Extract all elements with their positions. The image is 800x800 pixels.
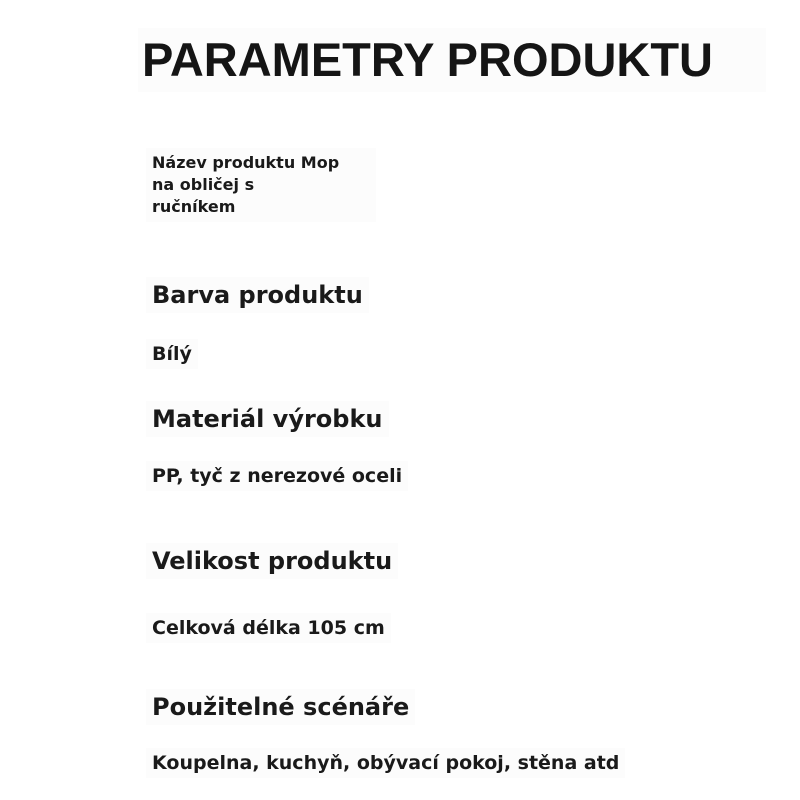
material-value: PP, tyč z nerezové oceli	[146, 461, 408, 491]
product-name-line-2: na obličej s	[152, 175, 255, 194]
size-value: Celková délka 105 cm	[146, 613, 391, 643]
usage-value: Koupelna, kuchyň, obývací pokoj, stěna atd	[146, 748, 625, 778]
product-name-line-1: Název produktu Mop	[152, 153, 340, 172]
color-value: Bílý	[146, 339, 198, 369]
product-name-line-3: ručníkem	[152, 197, 236, 216]
page-title: PARAMETRY PRODUKTU	[138, 28, 766, 92]
size-heading: Velikost produktu	[146, 543, 398, 579]
material-heading: Materiál výrobku	[146, 401, 389, 437]
product-name	[146, 148, 376, 222]
color-heading: Barva produktu	[146, 277, 369, 313]
usage-heading: Použitelné scénáře	[146, 689, 415, 725]
